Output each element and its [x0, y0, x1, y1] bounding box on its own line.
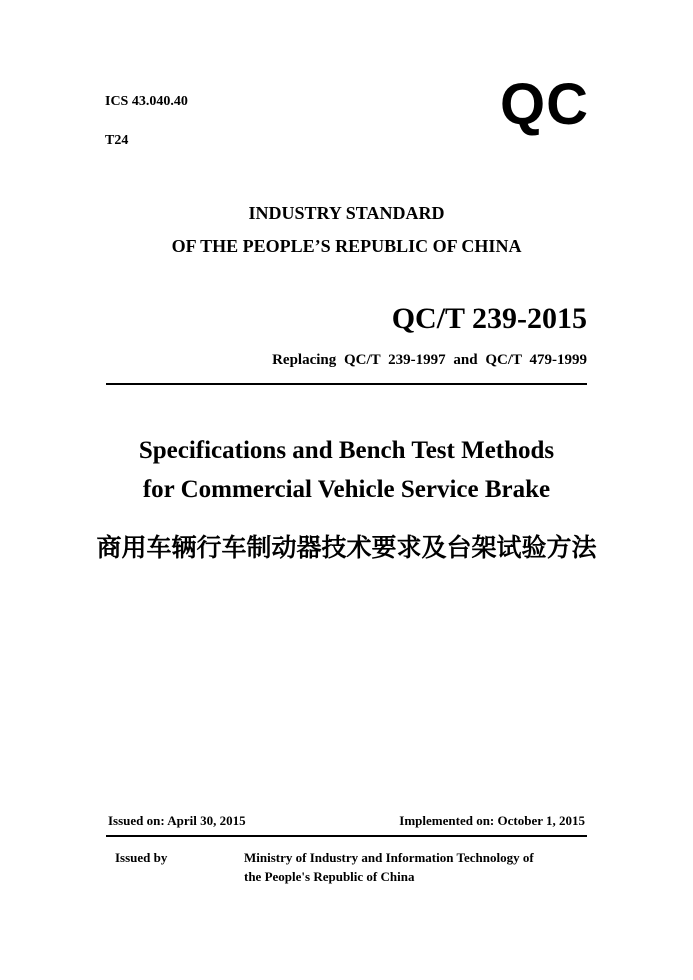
issuer-line2: the People's Republic of China: [244, 869, 415, 884]
replacing-note: Replacing QC/T 239-1997 and QC/T 479-1999: [272, 352, 587, 368]
classification-code: T24: [105, 133, 129, 148]
english-title-line1: Specifications and Bench Test Methods: [138, 437, 555, 464]
standard-number: QC/T 239-2015: [391, 302, 587, 335]
issued-on-date: Issued on: April 30, 2015: [108, 813, 246, 828]
english-title-line2: for Commercial Vehicle Service Brake: [142, 476, 551, 503]
issued-by-label: Issued by: [115, 850, 168, 865]
standard-heading-line1: INDUSTRY STANDARD: [248, 203, 445, 223]
chinese-title: 商用车辆行车制动器技术要求及台架试验方法: [96, 533, 597, 562]
ics-code: ICS 43.040.40: [105, 94, 188, 109]
bottom-divider: [106, 835, 587, 837]
issuer-line1: Ministry of Industry and Information Technology of: [244, 850, 534, 865]
implemented-on-date: Implemented on: October 1, 2015: [399, 813, 585, 828]
qc-logo: QC: [500, 72, 589, 137]
top-divider: [106, 383, 587, 385]
standard-heading-line2: OF THE PEOPLE’S REPUBLIC OF CHINA: [171, 236, 522, 256]
